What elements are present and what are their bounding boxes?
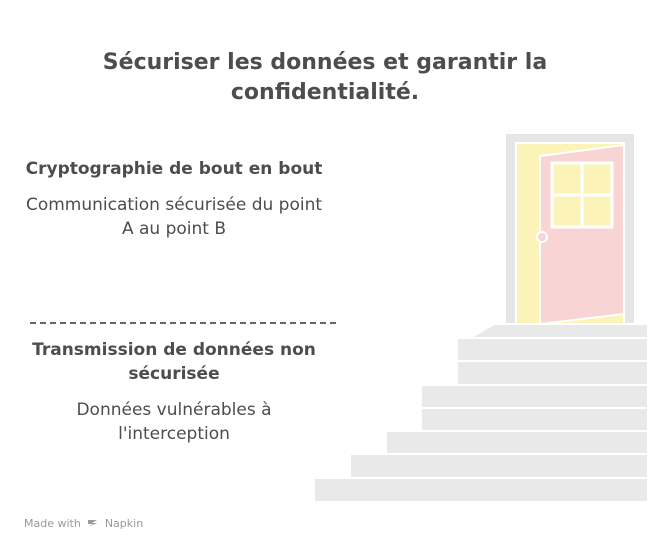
section-description-unsecured: Données vulnérables à l'interception — [76, 400, 272, 444]
footer-made-with: Made with — [24, 517, 81, 530]
footer-brand: Napkin — [104, 517, 144, 530]
section-heading-unsecured: Transmission de données non sécurisée — [32, 340, 316, 384]
napkin-logo-icon — [84, 517, 102, 530]
page-title: Sécuriser les données et garantir la confidentialité. — [102, 50, 548, 105]
door-knob-icon — [537, 232, 547, 242]
staircase — [314, 324, 648, 502]
section-description-end-to-end: Communication sécurisée du point A au point B — [25, 195, 323, 239]
section-heading-end-to-end: Cryptographie de bout en bout — [25, 159, 323, 179]
footer — [24, 517, 143, 530]
